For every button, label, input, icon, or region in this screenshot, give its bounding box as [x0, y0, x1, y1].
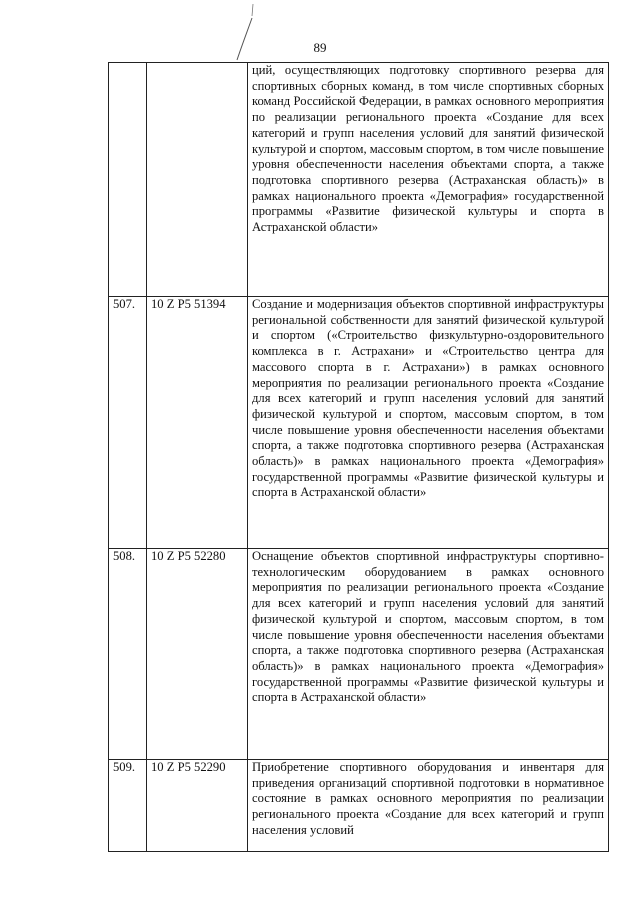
code-cell	[147, 63, 248, 297]
classification-code: 10 Z P5 52280	[151, 549, 226, 563]
classification-code: 10 Z P5 51394	[151, 297, 226, 311]
code-cell	[147, 549, 248, 760]
row-number: 508.	[113, 549, 136, 563]
table-row	[109, 63, 609, 297]
description-text: ций, осуществляющих подготовку спортивного резерва для спортивных сборных команд, в том числе спортивных сборных команд Российской Федерации, в рамках основного мероприятия по реализации регионального проекта «Создание для всех категорий и групп населения условий для занятий физической культурой и спортом, массовым спортом, в том числе повышение уровня обеспеченности населения объектами спорта, а также подготовка спортивного резерва (Астраханская область)» в рамках национального проекта «Демография» государственной программы «Развитие физической культуры и спорта в Астраханской области»	[252, 63, 604, 235]
description-cell	[248, 549, 609, 760]
row-number-cell	[109, 297, 147, 549]
table-row	[109, 549, 609, 760]
description-text: Создание и модернизация объектов спортивной инфраструктуры региональной собственности для занятий физической культурой и спортом («Строительство физкультурно-оздоровительного комплекса в г. Астрахани» и «Строительство центра для массового спорта в г. Астрахани») в рамках основного мероприятия по реализации регионального проекта «Создание для всех категорий и групп населения условий для занятий физической культурой и спортом, массовым спортом, в том числе повышение уровня обеспеченности населения объектами спорта, а также подготовка спортивного резерва (Астраханская область)» в рамках национального проекта «Демография» государственной программы «Развитие физической культуры и спорта в Астраханской области»	[252, 297, 604, 500]
code-cell	[147, 297, 248, 549]
table-row	[109, 297, 609, 549]
description-cell	[248, 297, 609, 549]
description-text: Приобретение спортивного оборудования и инвентаря для приведения организаций спортивной подготовки в нормативное состояние в рамках основного мероприятия по реализации регионального проекта «Создание для всех категорий и групп населения условий	[252, 760, 604, 837]
code-cell	[147, 760, 248, 852]
classification-code: 10 Z P5 52290	[151, 760, 226, 774]
table-row	[109, 760, 609, 852]
description-cell	[248, 63, 609, 297]
row-number: 507.	[113, 297, 136, 311]
description-cell	[248, 760, 609, 852]
page-number: 89	[313, 40, 327, 55]
description-text: Оснащение объектов спортивной инфраструктуры спортивно-технологическим оборудованием в рамках основного мероприятия по реализации регионального проекта «Создание для всех категорий и групп населения условий для занятий физической культурой и спортом, массовым спортом, в том числе повышение уровня обеспеченности населения объектами спорта, а также подготовка спортивного резерва (Астраханская область)» в рамках национального проекта «Демография» государственной программы «Развитие физической культуры и спорта в Астраханской области»	[252, 549, 604, 705]
row-number-cell	[109, 760, 147, 852]
row-number: 509.	[113, 760, 136, 774]
row-number-cell	[109, 63, 147, 297]
budget-classification-table	[108, 62, 609, 852]
row-number-cell	[109, 549, 147, 760]
